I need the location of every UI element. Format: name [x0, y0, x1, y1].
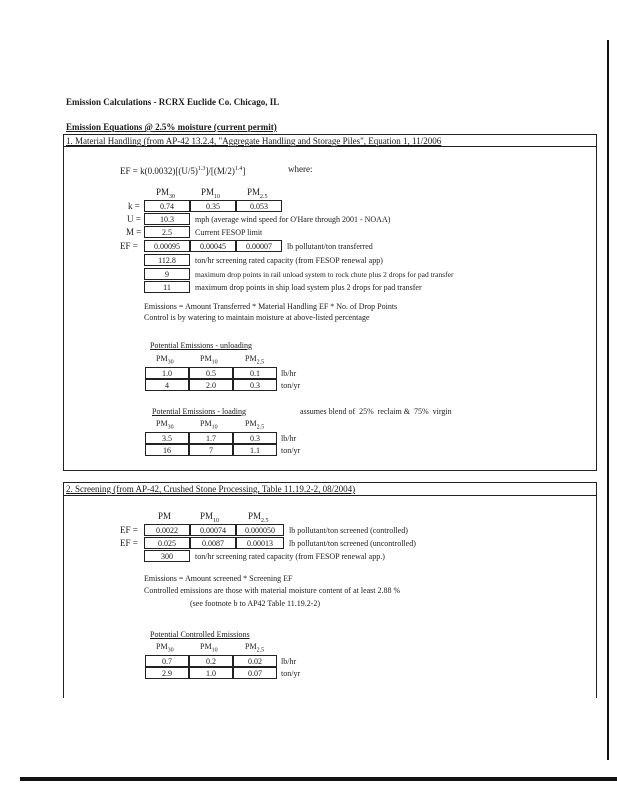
unloading-lbhr-pm10: 0.5	[189, 367, 233, 379]
k-pm30: 0.74	[144, 200, 190, 212]
unloading-tonyr-pm30: 4	[145, 379, 189, 391]
rated-capacity-desc: ton/hr screening rated capacity (from FESOP renewal app)	[195, 256, 383, 265]
unloading-title: Potential Emissions - unloading	[150, 341, 252, 350]
unloading-col-pm25: $PM_{2.5}$	[245, 354, 265, 366]
loading-lbhr-pm10: 1.7	[189, 432, 233, 444]
controlled-lbhr-pm30: 0.7	[145, 655, 189, 667]
section-1-note-1: Emissions = Amount Transferred * Material Handling EF * No. of Drop Points	[144, 302, 398, 311]
loading-lbhr-unit: lb/hr	[281, 434, 297, 443]
unloading-lbhr-pm30: 1.0	[145, 367, 189, 379]
row-label-ef: EF =	[120, 241, 138, 251]
section-1-note-2: Control is by watering to maintain moisture at above-listed percentage	[144, 313, 370, 322]
loading-tonyr-pm25: 1.1	[233, 444, 277, 456]
k-pm25: 0.053	[236, 200, 282, 212]
loading-col-pm25: $PM_{2.5}$	[245, 419, 265, 431]
drop-points-ship-value: 11	[144, 281, 190, 293]
s2-col-header-pm: PM	[158, 511, 172, 521]
section-1-heading: 1. Material Handling (from AP-42 13.2.4, "Aggregate Handling and Storage Piles", Equation 1, 11/2006	[66, 136, 442, 146]
s2-ef-controlled-label: EF =	[120, 525, 138, 535]
s2-rated-capacity-value: 300	[144, 550, 190, 562]
document-title: Emission Calculations - RCRX Euclide Co. Chicago, IL	[66, 97, 280, 107]
ef-pm30: 0.00095	[144, 240, 190, 252]
unloading-col-pm30: $PM_{30}$	[156, 354, 174, 366]
where-label: where:	[288, 164, 313, 174]
ef-desc: lb pollutant/ton transferred	[287, 242, 373, 251]
controlled-tonyr-pm10: 1.0	[189, 667, 233, 679]
col-header-pm30: $PM_{30}$	[156, 187, 176, 200]
s2-ef-uncontrolled-label: EF =	[120, 538, 138, 548]
section-2-note-3: (see footnote b to AP42 Table 11.19.2-2)	[190, 599, 321, 608]
controlled-lbhr-pm25: 0.02	[233, 655, 277, 667]
k-pm10: 0.35	[190, 200, 236, 212]
u-desc: mph (average wind speed for O'Hare through 2001 - NOAA)	[195, 215, 391, 224]
unloading-tonyr-pm25: 0.3	[233, 379, 277, 391]
controlled-lbhr-pm10: 0.2	[189, 655, 233, 667]
loading-lbhr-pm25: 0.3	[233, 432, 277, 444]
controlled-col-pm30: $PM_{30}$	[156, 642, 174, 654]
s2-ef-uncontrolled-desc: lb pollutant/ton screened (uncontrolled)	[289, 539, 416, 548]
controlled-lbhr-unit: lb/hr	[281, 657, 297, 666]
equations-heading: Emission Equations @ 2.5% moisture (current permit)	[66, 122, 277, 132]
loading-lbhr-pm30: 3.5	[145, 432, 189, 444]
controlled-col-pm10: $PM_{10}$	[200, 642, 218, 654]
m-value: 2.5	[144, 226, 190, 238]
rated-capacity-value: 112.8	[144, 254, 190, 266]
ef-pm25: 0.00007	[236, 240, 282, 252]
material-handling-equation: EF = $k(0.0032)[(U/5)^{1.3}]/[(M/2)^{1.4}]$	[120, 166, 246, 176]
loading-title: Potential Emissions - loading	[152, 407, 246, 416]
drop-points-rail-desc: maximum drop points in rail unload system to rock chute plus 2 drops for pad transfer	[195, 270, 454, 279]
s2-rated-capacity-desc: ton/hr screening rated capacity (from FESOP renewal app.)	[195, 552, 385, 561]
loading-tonyr-unit: ton/yr	[281, 446, 301, 455]
drop-points-rail-value: 9	[144, 268, 190, 280]
ef-pm10: 0.00045	[190, 240, 236, 252]
controlled-tonyr-pm25: 0.07	[233, 667, 277, 679]
unloading-col-pm10: $PM_{10}$	[200, 354, 218, 366]
row-label-k: k =	[128, 201, 140, 211]
scan-border-bottom	[20, 777, 617, 781]
s2-col-header-pm25: $PM_{2.5}$	[248, 511, 269, 524]
controlled-tonyr-pm30: 2.9	[145, 667, 189, 679]
m-desc: Current FESOP limit	[195, 228, 263, 237]
loading-tonyr-pm30: 16	[145, 444, 189, 456]
s2-ef-uncontrolled-pm25: 0.00013	[236, 537, 284, 549]
loading-col-pm10: $PM_{10}$	[200, 419, 218, 431]
col-header-pm25: $PM_{2.5}$	[247, 187, 268, 200]
drop-points-ship-desc: maximum drop points in ship load system plus 2 drops for pad transfer	[195, 283, 422, 292]
u-value: 10.3	[144, 213, 190, 225]
s2-ef-controlled-pm10: 0.00074	[190, 524, 236, 536]
s2-ef-controlled-desc: lb pollutant/ton screened (controlled)	[289, 526, 408, 535]
section-2-note-1: Emissions = Amount screened * Screening EF	[144, 574, 293, 583]
unloading-lbhr-pm25: 0.1	[233, 367, 277, 379]
unloading-lbhr-unit: lb/hr	[281, 369, 297, 378]
section-2-note-2: Controlled emissions are those with material moisture content of at least 2.88 %	[144, 586, 401, 595]
s2-ef-uncontrolled-pm10: 0.0087	[190, 537, 236, 549]
col-header-pm10: $PM_{10}$	[201, 187, 221, 200]
s2-ef-controlled-pm25: 0.000050	[236, 524, 284, 536]
loading-tonyr-pm10: 7	[189, 444, 233, 456]
controlled-title: Potential Controlled Emissions	[150, 630, 250, 639]
s2-col-header-pm10: $PM_{10}$	[200, 511, 220, 524]
section-2-heading: 2. Screening (from AP-42, Crushed Stone Processing, Table 11.19.2-2, 08/2004)	[66, 484, 356, 494]
row-label-u: U =	[127, 214, 141, 224]
loading-assumes: assumes blend of 25% reclaim & 75% virgin	[300, 407, 452, 416]
s2-ef-controlled-pm: 0.0022	[144, 524, 190, 536]
controlled-col-pm25: $PM_{2.5}$	[245, 642, 265, 654]
unloading-tonyr-unit: ton/yr	[281, 381, 301, 390]
controlled-tonyr-unit: ton/yr	[281, 669, 301, 678]
loading-col-pm30: $PM_{30}$	[156, 419, 174, 431]
scan-border-right	[607, 40, 609, 760]
s2-ef-uncontrolled-pm: 0.025	[144, 537, 190, 549]
unloading-tonyr-pm10: 2.0	[189, 379, 233, 391]
section-2-header-rule	[63, 495, 596, 496]
row-label-m: M =	[126, 227, 142, 237]
